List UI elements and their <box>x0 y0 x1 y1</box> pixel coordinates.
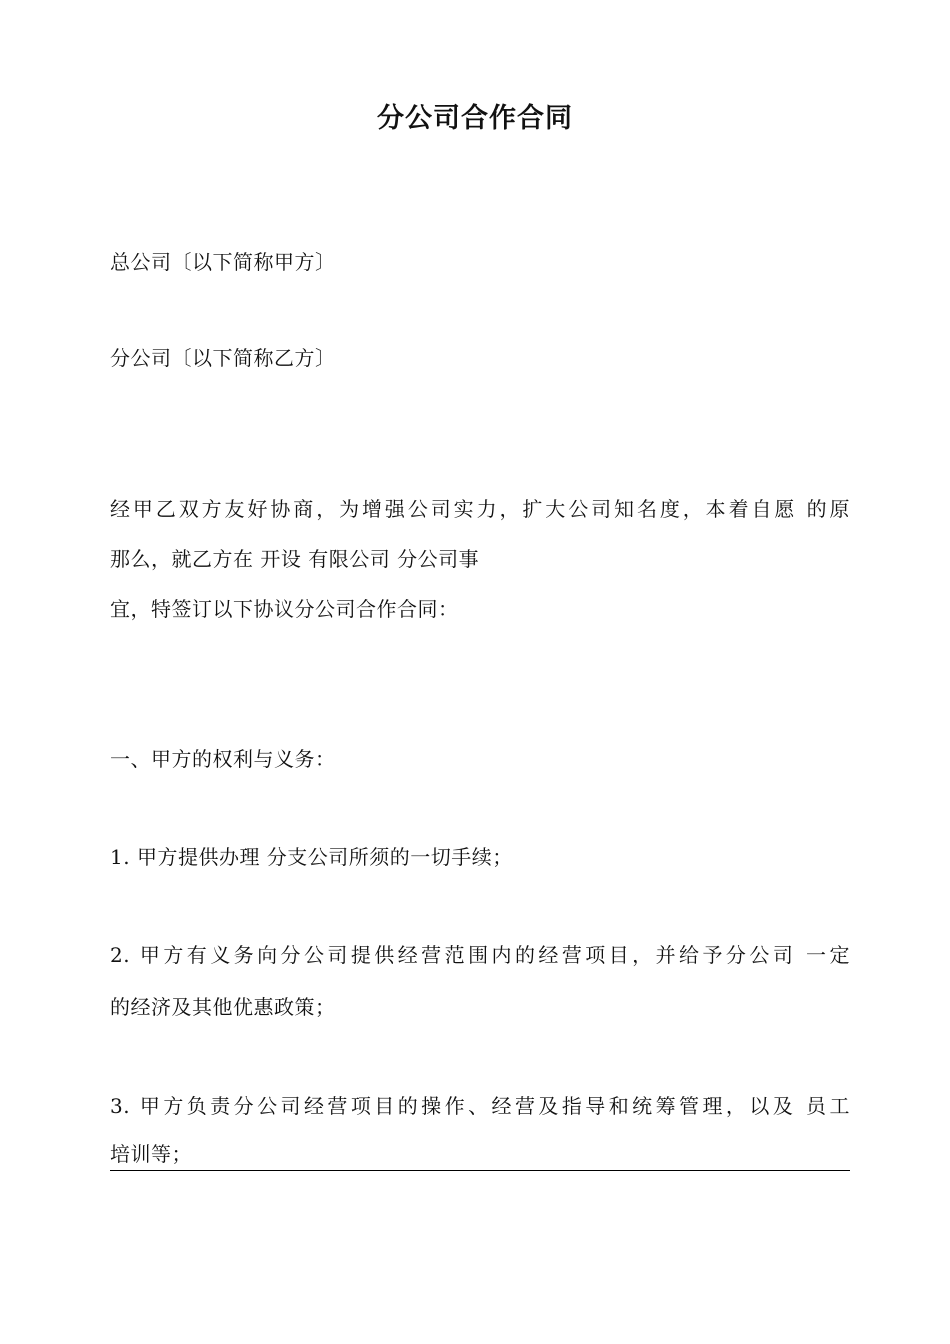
page-divider <box>110 1170 850 1171</box>
party-b-line: 分公司〔以下简称乙方〕 <box>110 346 336 370</box>
list-item-2-line-1: 2. 甲方有义务向分公司提供经营范围内的经营项目，并给予分公司 一定 <box>110 943 850 967</box>
party-a-line: 总公司〔以下简称甲方〕 <box>110 250 336 274</box>
section-heading-1: 一、甲方的权利与义务： <box>110 747 336 771</box>
list-item-1: 1. 甲方提供办理 分支公司所须的一切手续； <box>110 845 513 869</box>
list-item-3-line-2: 培训等； <box>110 1142 192 1166</box>
document-title: 分公司合作合同 <box>377 103 573 134</box>
list-item-3-line-1: 3. 甲方负责分公司经营项目的操作、经营及指导和统筹管理，以及 员工 <box>110 1094 850 1118</box>
list-item-2-line-2: 的经济及其他优惠政策； <box>110 995 336 1019</box>
intro-line-2: 那么，就乙方在 开设 有限公司 分公司事 <box>110 547 480 571</box>
intro-line-1: 经甲乙双方友好协商，为增强公司实力，扩大公司知名度，本着自愿 的原 <box>110 497 850 521</box>
intro-line-3: 宜，特签订以下协议分公司合作合同： <box>110 597 459 621</box>
